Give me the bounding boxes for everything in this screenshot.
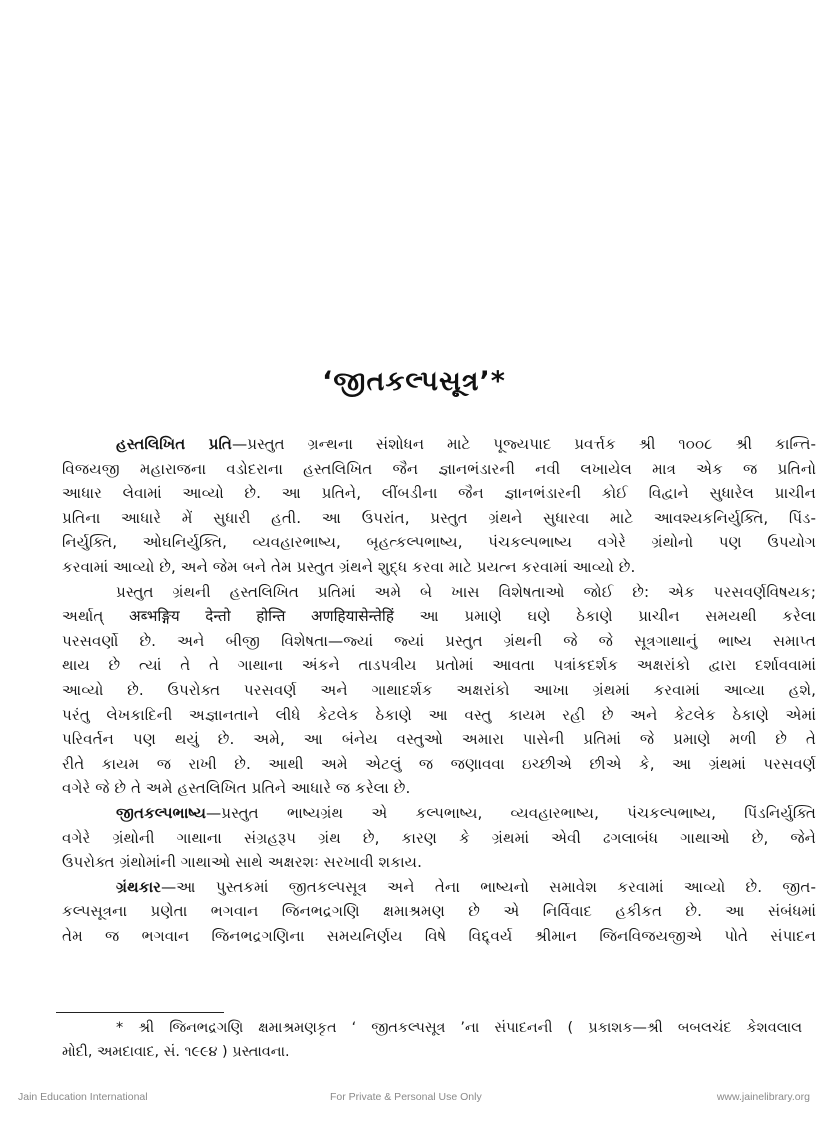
text-line: પરંતુ લેખકાદિની અજ્ઞાનતાને લીધે કેટલેક ઠેકાણે આ વસ્તુ કાયમ રહી છે અને કેટલેક ઠેકાણે એમાં (62, 705, 816, 724)
text-line: વિજયજી મહારાજના વડોદરાના હસ્તલિખિત જૈન જ્ઞાનભંડારની નવી લખાયેલ માત્ર એક જ પ્રતિનો (62, 459, 816, 478)
text-line: જીતકલ્પભાષ્ય—પ્રસ્તુત ભાષ્યગ્રંથ એ કલ્પભાષ્ય, વ્યવહારભાષ્ય, પંચકલ્પભાષ્ય, પિંડનિર્યુક્તિ (116, 803, 816, 822)
text-line: વગેરે જે છે તે અમે હસ્તલિખિત પ્રતિને આધારે જ કરેલા છે. (62, 779, 411, 798)
text-line: થાય છે ત્યાં તે તે ગાથાના અંકને તાડપત્રીય પ્રતોમાં આવતા પત્રાંકદર્શક અક્ષરાંકો દ્વારા દર્શાવવામાં (62, 656, 816, 675)
text-line: પ્રતિના આધારે મેં સુધારી હતી. આ ઉપરાંત, પ્રસ્તુત ગ્રંથને સુધારવા માટે આવશ્યકનિર્યુક્તિ, પિંડ- (62, 508, 816, 527)
paragraph-heading: જીતકલ્પભાષ્ય (116, 803, 207, 822)
text-line: નિર્યુક્તિ, ઓઘનિર્યુક્તિ, વ્યવહારભાષ્ય, બૃહત્કલ્પભાષ્ય, પંચકલ્પભાષ્ય વગેરે ગ્રંથોનો પણ ઉપયોગ (62, 533, 816, 552)
footer-usage-note: For Private & Personal Use Only (330, 1091, 482, 1103)
text-line: આધાર લેવામાં આવ્યો છે. આ પ્રતિને, લીંબડીના જૈન જ્ઞાનભંડારની કોઈ વિદ્વાને સુધારેલ પ્રાચીન (62, 484, 816, 503)
text-line: પરિવર્તન પણ થયું છે. અમે, આ બંનેય વસ્તુઓ અમારા પાસેની પ્રતિમાં જે પ્રમાણે મળી છે તે (62, 730, 816, 749)
paragraph-bhashya (62, 801, 816, 875)
footer-website-link[interactable]: www.jainelibrary.org (716, 1091, 810, 1103)
text-line: કલ્પસૂત્રના પ્રણેતા ભગવાન જિનભદ્રગણિ ક્ષમાશ્રમણ છે એ નિર્વિવાદ હકીકત છે. આ સંબંધમાં (62, 902, 816, 921)
footer-publisher: Jain Education International (18, 1091, 148, 1103)
text-line: ગ્રંથકાર—આ પુસ્તકમાં જીતકલ્પસૂત્ર અને તેના ભાષ્યનો સમાવેશ કરવામાં આવ્યો છે. જીત- (116, 877, 816, 896)
footnote-line: મોદી, અમદાવાદ, સં. ૧૯૯૪ ) પ્રસ્તાવના. (62, 1044, 290, 1060)
paragraph-heading: ગ્રંથકાર (116, 877, 162, 896)
body-text (62, 432, 816, 948)
text-line: પરસવર્ણો છે. અને બીજી વિશેષતા—જ્યાં જ્યાં પ્રસ્તુત ગ્રંથની જે જે સૂત્રગાથાનું ભાષ્ય સમાપ્ત (62, 631, 816, 650)
text-line: હસ્તલિખિત પ્રતિ—પ્રસ્તુત ગ્રન્થના સંશોધન માટે પૂજ્યપાદ પ્રવર્ત્તક શ્રી ૧૦૦૮ શ્રી કાન્તિ- (116, 435, 816, 453)
page-footer (0, 1091, 828, 1109)
text-line: આવ્યો છે. ઉપરોક્ત પરસવર્ણ અને ગાથાદર્શક અક્ષરાંકો આખા ગ્રંથમાં કરવામાં આવ્યા હશે, (62, 680, 816, 699)
text-line: રીતે કાયમ જ રાખી છે. આથી અમે એટલું જ જણાવવા ઇચ્છીએ છીએ કે, આ ગ્રંથમાં પરસવર્ણ (62, 754, 816, 773)
footnote-line: * શ્રી જિનભદ્રગણિ ક્ષમાશ્રમણકૃત ‘ જીતકલ્પસૂત્ર ’ના સંપાદનની ( પ્રકાશક—શ્રી બબલચંદ કેશવલાલ (116, 1020, 802, 1036)
paragraph-author (62, 875, 816, 949)
footnote (62, 1016, 802, 1064)
text-line: કરવામાં આવ્યો છે, અને જેમ બને તેમ પ્રસ્તુત ગ્રંથને શુદ્ધ કરવા માટે પ્રયત્ન કરવામાં આવ્યો છે. (62, 557, 636, 576)
text-line: ઉપરોક્ત ગ્રંથોમાંની ગાથાઓ સાથે અક્ષરશઃ સરખાવી શકાય. (62, 853, 422, 872)
text-line: વગેરે ગ્રંથોની ગાથાના સંગ્રહરૂપ ગ્રંથ છે, કારણ કે ગ્રંથમાં એવી ઢગલાબંધ ગાથાઓ છે, જેને (62, 828, 816, 847)
paragraph-heading: હસ્તલિખિત પ્રતિ (116, 435, 233, 453)
text-line: તેમ જ ભગવાન જિનભદ્રગણિના સમયનિર્ણય વિષે વિદ્દ્વર્ય શ્રીમાન જિનવિજયજીએ પોતે સંપાદન (62, 926, 816, 945)
paragraph-features (62, 580, 816, 801)
text-line: અર્થાત્ अब्भङ्गिय देन्तो होन्ति अणहियासेन्तेहिं આ પ્રમાણે ઘણે ઠેકાણે પ્રાચીન સમયથી કરેલા (62, 607, 816, 626)
footnote-divider (56, 1012, 224, 1013)
page-title: ‘જીતકલ્પસૂત્ર’* (322, 366, 506, 397)
text-line: પ્રસ્તુત ગ્રંથની હસ્તલિખિત પ્રતિમાં અમે બે ખાસ વિશેષતાઓ જોઈ છે: એક પરસવર્ણવિષયક; (116, 582, 816, 601)
paragraph-manuscript (62, 432, 816, 580)
